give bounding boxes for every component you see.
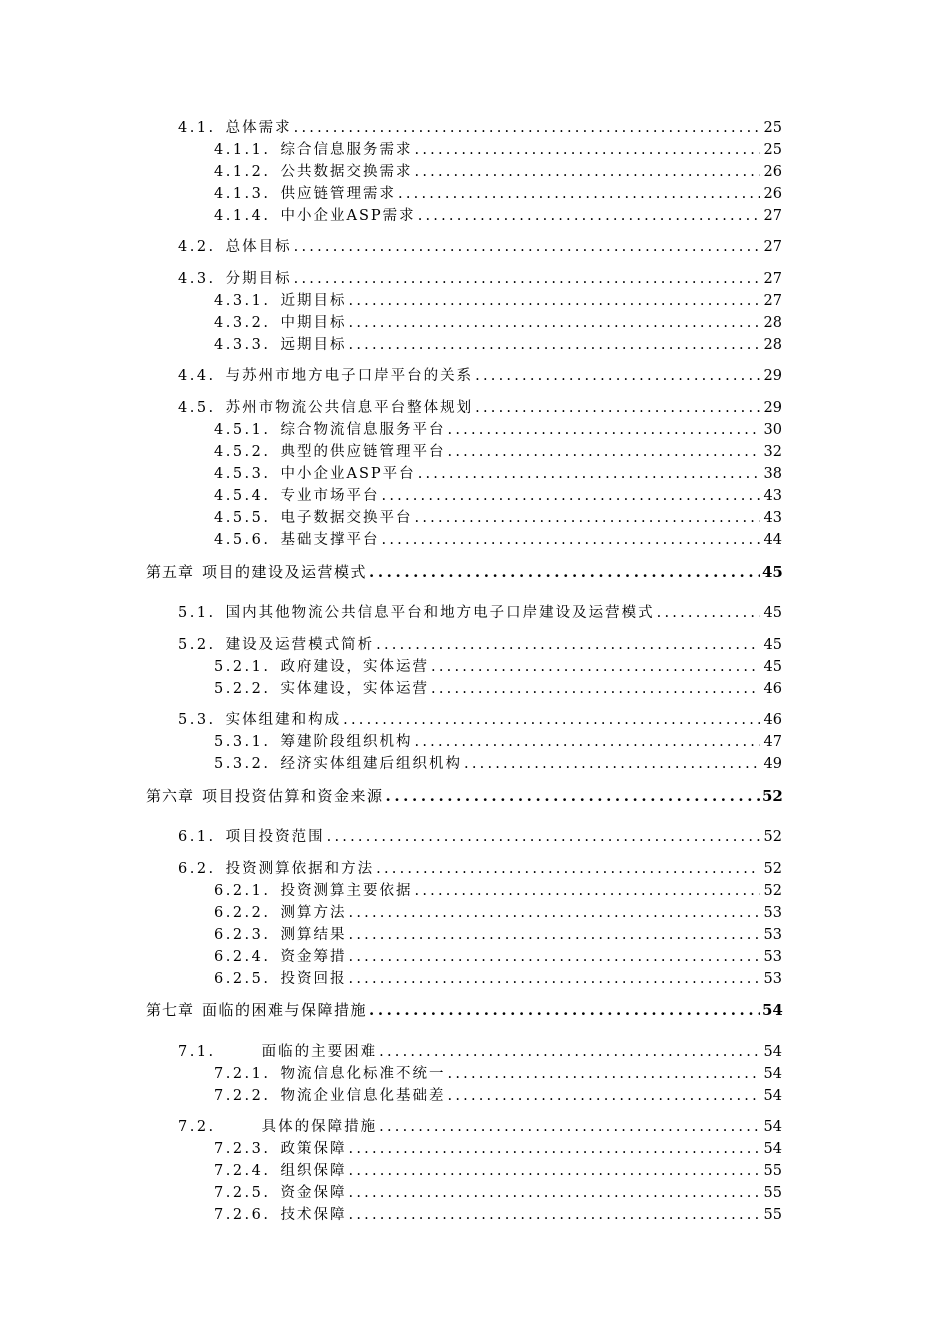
- entry-number: 6.2.5.: [214, 971, 271, 987]
- entry-number: 4.5.1.: [214, 422, 271, 438]
- entry-number: 7.2.5.: [214, 1185, 271, 1201]
- toc-entry[interactable]: [214, 204, 782, 226]
- toc-entry[interactable]: [214, 879, 782, 901]
- toc-entry[interactable]: [214, 1181, 782, 1203]
- entry-title: 与苏州市地方电子口岸平台的关系: [225, 368, 474, 384]
- toc-entry[interactable]: [214, 901, 782, 923]
- dot-leader: [349, 1183, 760, 1203]
- entry-number: 7.2.2.: [214, 1088, 271, 1104]
- entry-page: 38: [763, 466, 782, 482]
- dot-leader: [376, 635, 760, 655]
- entry-page: 46: [763, 681, 782, 697]
- entry-number: 4.1.: [178, 120, 216, 136]
- entry-page: 53: [763, 949, 782, 965]
- toc-entry[interactable]: [178, 601, 782, 623]
- entry-title: 基础支撑平台: [280, 532, 380, 548]
- entry-page: 25: [763, 142, 782, 158]
- entry-title: 投资测算依据和方法: [225, 861, 375, 877]
- entry-page: 52: [763, 883, 782, 899]
- entry-title: 经济实体组建后组织机构: [280, 756, 463, 772]
- toc-chapter[interactable]: [146, 784, 782, 806]
- entry-title: 电子数据交换平台: [280, 510, 413, 526]
- entry-title: 综合物流信息服务平台: [280, 422, 446, 438]
- entry-page: 27: [763, 208, 782, 224]
- entry-number: 6.1.: [178, 829, 216, 845]
- entry-number: 5.1.: [178, 605, 216, 621]
- dot-leader: [415, 508, 760, 528]
- entry-title: 投资测算主要依据: [280, 883, 413, 899]
- entry-number: 4.1.3.: [214, 186, 271, 202]
- entry-number: 4.5.6.: [214, 532, 271, 548]
- entry-title: 物流信息化标准不统一: [280, 1066, 446, 1082]
- dot-leader: [448, 420, 760, 440]
- entry-number: 4.5.2.: [214, 444, 271, 460]
- entry-page: 54: [763, 1088, 782, 1104]
- toc-entry[interactable]: [178, 857, 782, 879]
- toc-entry[interactable]: [178, 235, 782, 257]
- entry-page: 28: [763, 315, 782, 331]
- dot-leader: [657, 603, 760, 623]
- entry-page: 27: [763, 271, 782, 287]
- entry-title: 测算方法: [280, 905, 347, 921]
- entry-number: 5.2.1.: [214, 659, 271, 675]
- entry-title: 远期目标: [280, 337, 347, 353]
- entry-page: 55: [763, 1163, 782, 1179]
- entry-page: 28: [763, 337, 782, 353]
- entry-number: 6.2.: [178, 861, 216, 877]
- entry-page: 55: [763, 1185, 782, 1201]
- toc-entry[interactable]: [178, 633, 782, 655]
- dot-leader: [475, 366, 760, 386]
- entry-page: 52: [763, 829, 782, 845]
- dot-leader: [415, 162, 760, 182]
- entry-title: 政策保障: [280, 1141, 347, 1157]
- entry-number: 4.1.4.: [214, 208, 271, 224]
- chapter-title: 项目投资估算和资金来源: [202, 787, 384, 805]
- entry-page: 44: [763, 532, 782, 548]
- entry-page: 43: [763, 510, 782, 526]
- entry-title: 测算结果: [280, 927, 347, 943]
- chapter-number: 第六章: [146, 787, 195, 805]
- entry-title: 面临的主要困难: [261, 1044, 378, 1060]
- entry-number: 5.2.: [178, 637, 216, 653]
- toc-entry[interactable]: [214, 1137, 782, 1159]
- entry-number: 4.3.: [178, 271, 216, 287]
- entry-page: 45: [763, 637, 782, 653]
- dot-leader: [349, 925, 760, 945]
- entry-page: 54: [763, 1119, 782, 1135]
- dot-leader: [379, 1117, 760, 1137]
- entry-page: 27: [763, 293, 782, 309]
- chapter-title: 项目的建设及运营模式: [202, 563, 368, 581]
- toc-entry[interactable]: [214, 1062, 782, 1084]
- entry-title: 专业市场平台: [280, 488, 380, 504]
- entry-number: 4.3.3.: [214, 337, 271, 353]
- entry-number: 4.1.2.: [214, 164, 271, 180]
- entry-number: 4.5.4.: [214, 488, 271, 504]
- entry-number: 7.2.6.: [214, 1207, 271, 1223]
- entry-page: 25: [763, 120, 782, 136]
- entry-number: 5.3.1.: [214, 734, 271, 750]
- dot-leader: [382, 530, 760, 550]
- entry-title: 总体需求: [225, 120, 292, 136]
- dot-leader: [369, 562, 760, 582]
- entry-title: 中小企业ASP平台: [280, 466, 416, 482]
- entry-title: 实体建设，实体运营: [280, 681, 430, 697]
- entry-title: 资金保障: [280, 1185, 347, 1201]
- chapter-page: 52: [762, 787, 783, 805]
- dot-leader: [398, 184, 760, 204]
- entry-page: 46: [763, 712, 782, 728]
- entry-page: 53: [763, 971, 782, 987]
- entry-page: 53: [763, 905, 782, 921]
- toc-entry[interactable]: [214, 1084, 782, 1106]
- entry-title: 近期目标: [280, 293, 347, 309]
- dot-leader: [379, 1042, 760, 1062]
- dot-leader: [475, 398, 760, 418]
- entry-number: 7.2.1.: [214, 1066, 271, 1082]
- entry-title: 总体目标: [225, 239, 292, 255]
- entry-title: 供应链管理需求: [280, 186, 397, 202]
- entry-page: 49: [763, 756, 782, 772]
- toc-entry[interactable]: [214, 730, 782, 752]
- entry-title: 投资回报: [280, 971, 347, 987]
- toc-entry[interactable]: [214, 1203, 782, 1225]
- dot-leader: [294, 118, 760, 138]
- toc-entry[interactable]: [178, 116, 782, 138]
- toc-entry[interactable]: [178, 825, 782, 847]
- dot-leader: [349, 313, 760, 333]
- toc-entry[interactable]: [178, 708, 782, 730]
- toc-entry[interactable]: [214, 289, 782, 311]
- entry-page: 26: [763, 164, 782, 180]
- toc-chapter[interactable]: [146, 998, 782, 1020]
- toc-entry[interactable]: [214, 160, 782, 182]
- entry-number: 6.2.3.: [214, 927, 271, 943]
- toc-entry[interactable]: [214, 752, 782, 774]
- chapter-number: 第七章: [146, 1001, 195, 1019]
- entry-title: 中期目标: [280, 315, 347, 331]
- chapter-page: 45: [762, 563, 783, 581]
- dot-leader: [415, 140, 760, 160]
- entry-title: 国内其他物流公共信息平台和地方电子口岸建设及运营模式: [225, 605, 655, 621]
- dot-leader: [386, 786, 760, 806]
- dot-leader: [464, 754, 760, 774]
- entry-title: 分期目标: [225, 271, 292, 287]
- entry-title: 公共数据交换需求: [280, 164, 413, 180]
- toc-chapter[interactable]: [146, 560, 782, 582]
- toc-entry[interactable]: [214, 1159, 782, 1181]
- entry-title: 典型的供应链管理平台: [280, 444, 446, 460]
- entry-page: 27: [763, 239, 782, 255]
- entry-title: 综合信息服务需求: [280, 142, 413, 158]
- dot-leader: [294, 237, 760, 257]
- entry-title: 组织保障: [280, 1163, 347, 1179]
- dot-leader: [349, 1161, 760, 1181]
- toc-entry[interactable]: [214, 462, 782, 484]
- dot-leader: [418, 464, 760, 484]
- entry-page: 55: [763, 1207, 782, 1223]
- dot-leader: [349, 291, 760, 311]
- entry-page: 45: [763, 605, 782, 621]
- dot-leader: [349, 335, 760, 355]
- entry-page: 53: [763, 927, 782, 943]
- entry-number: 6.2.4.: [214, 949, 271, 965]
- entry-number: 4.3.2.: [214, 315, 271, 331]
- entry-number: 7.2.3.: [214, 1141, 271, 1157]
- entry-number: 4.3.1.: [214, 293, 271, 309]
- entry-title: 政府建设，实体运营: [280, 659, 430, 675]
- entry-title: 筹建阶段组织机构: [280, 734, 413, 750]
- entry-number: 7.2.: [178, 1119, 216, 1135]
- toc-entry[interactable]: [178, 364, 782, 386]
- toc-entry[interactable]: [214, 967, 782, 989]
- entry-page: 54: [763, 1044, 782, 1060]
- dot-leader: [431, 679, 760, 699]
- entry-page: 45: [763, 659, 782, 675]
- entry-title: 苏州市物流公共信息平台整体规划: [225, 400, 474, 416]
- dot-leader: [431, 657, 760, 677]
- chapter-number: 第五章: [146, 563, 195, 581]
- entry-number: 4.4.: [178, 368, 216, 384]
- entry-page: 29: [763, 368, 782, 384]
- entry-page: 43: [763, 488, 782, 504]
- entry-number: 5.2.2.: [214, 681, 271, 697]
- dot-leader: [376, 859, 760, 879]
- entry-number: 4.5.5.: [214, 510, 271, 526]
- entry-page: 30: [763, 422, 782, 438]
- toc-entry[interactable]: [214, 138, 782, 160]
- entry-number: 7.1.: [178, 1044, 216, 1060]
- toc-entry[interactable]: [214, 333, 782, 355]
- entry-number: 6.2.2.: [214, 905, 271, 921]
- entry-number: 4.1.1.: [214, 142, 271, 158]
- entry-title: 中小企业ASP需求: [280, 208, 416, 224]
- toc-entry[interactable]: [214, 677, 782, 699]
- toc-entry[interactable]: [214, 945, 782, 967]
- dot-leader: [369, 1000, 760, 1020]
- entry-number: 5.3.2.: [214, 756, 271, 772]
- dot-leader: [349, 969, 760, 989]
- dot-leader: [327, 827, 760, 847]
- toc-entry[interactable]: [214, 528, 782, 550]
- chapter-title: 面临的困难与保障措施: [202, 1001, 368, 1019]
- entry-page: 26: [763, 186, 782, 202]
- toc-entry[interactable]: [178, 1115, 782, 1137]
- entry-number: 5.3.: [178, 712, 216, 728]
- dot-leader: [415, 732, 760, 752]
- toc-entry[interactable]: [178, 267, 782, 289]
- entry-title: 建设及运营模式简析: [225, 637, 375, 653]
- toc-entry[interactable]: [214, 484, 782, 506]
- dot-leader: [418, 206, 760, 226]
- entry-page: 54: [763, 1066, 782, 1082]
- toc-entry[interactable]: [214, 311, 782, 333]
- entry-page: 54: [763, 1141, 782, 1157]
- dot-leader: [448, 1064, 760, 1084]
- toc-entry[interactable]: [214, 418, 782, 440]
- toc-entry[interactable]: [178, 396, 782, 418]
- entry-title: 具体的保障措施: [261, 1119, 378, 1135]
- entry-number: 7.2.4.: [214, 1163, 271, 1179]
- dot-leader: [415, 881, 760, 901]
- toc-entry[interactable]: [214, 182, 782, 204]
- entry-page: 29: [763, 400, 782, 416]
- dot-leader: [349, 1139, 760, 1159]
- entry-title: 资金筹措: [280, 949, 347, 965]
- toc-entry[interactable]: [214, 506, 782, 528]
- entry-page: 32: [763, 444, 782, 460]
- dot-leader: [349, 1205, 760, 1225]
- entry-number: 4.5.3.: [214, 466, 271, 482]
- dot-leader: [349, 903, 760, 923]
- dot-leader: [448, 442, 760, 462]
- entry-page: 52: [763, 861, 782, 877]
- entry-title: 项目投资范围: [225, 829, 325, 845]
- entry-page: 47: [763, 734, 782, 750]
- dot-leader: [294, 269, 760, 289]
- dot-leader: [349, 947, 760, 967]
- toc-entry[interactable]: [214, 440, 782, 462]
- entry-number: 6.2.1.: [214, 883, 271, 899]
- entry-number: 4.2.: [178, 239, 216, 255]
- dot-leader: [448, 1086, 760, 1106]
- entry-title: 实体组建和构成: [225, 712, 342, 728]
- dot-leader: [343, 710, 760, 730]
- toc-entry[interactable]: [214, 923, 782, 945]
- entry-number: 4.5.: [178, 400, 216, 416]
- chapter-page: 54: [762, 1001, 783, 1019]
- entry-title: 物流企业信息化基础差: [280, 1088, 446, 1104]
- dot-leader: [382, 486, 760, 506]
- toc-entry[interactable]: [214, 655, 782, 677]
- entry-title: 技术保障: [280, 1207, 347, 1223]
- toc-entry[interactable]: [178, 1040, 782, 1062]
